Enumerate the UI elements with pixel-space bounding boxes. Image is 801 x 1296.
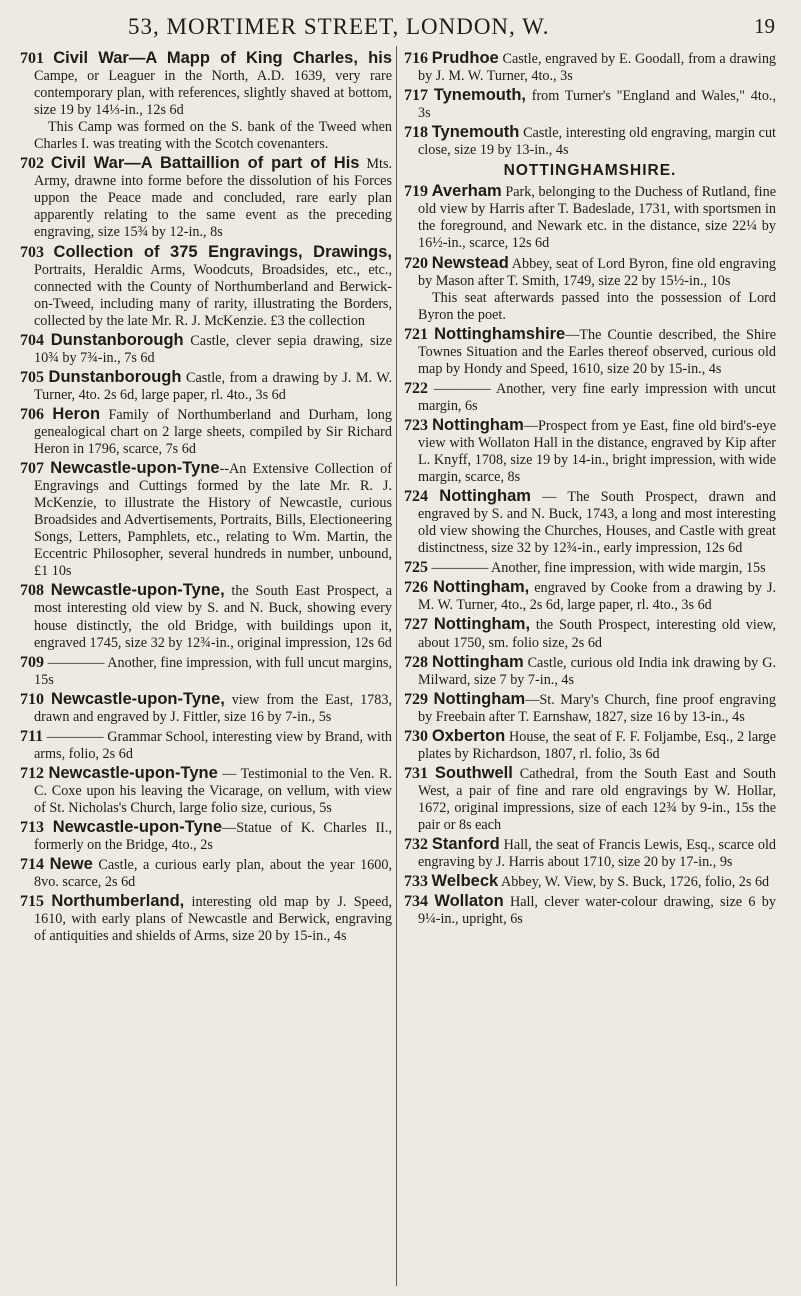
catalogue-entry <box>20 691 392 726</box>
entry-number: 714 <box>20 856 44 874</box>
entry-title: Nottingham, <box>433 578 530 597</box>
entry-description: Portraits, Heraldic Arms, Woodcuts, Broadsides, etc., etc., connected with the County of Northumberland and Berwick-on-Tweed, including many of rarity, illustrating the Borders, collected by the late Mr. R. J. McKenzie. £3 the collection <box>34 261 392 329</box>
entry-number: 704 <box>20 331 44 349</box>
catalogue-entry <box>404 124 776 159</box>
catalogue-entry <box>20 819 392 854</box>
entry-title: Tynemouth, <box>433 86 527 105</box>
entry-description: ———— Another, fine impression, with wide margin, 15s <box>431 560 766 577</box>
entry-number: 731 <box>404 764 428 782</box>
entry-description: —The Countie described, the Shire Townes Situation and the Earles thereof observed, curious old map by Hondy and Speed, 1610, size 20 by 15-in., 4s <box>418 326 776 377</box>
catalogue-entry <box>20 50 392 153</box>
entry-description: engraved by Cooke from a drawing by J. M. W. Turner, 4to., 2s 6d, large paper, rl. 4to., 3s 6d <box>418 580 777 614</box>
page-header <box>0 14 801 44</box>
entry-number: 719 <box>404 183 428 201</box>
catalogue-entry <box>404 893 776 928</box>
entry-description: Castle, interesting old engraving, margin cut close, size 19 by 13-in., 4s <box>418 125 776 159</box>
entry-description: Castle, clever sepia drawing, size 10¾ by 7¾-in., 7s 6d <box>34 332 393 366</box>
catalogue-entry <box>20 893 392 945</box>
catalogue-entry <box>20 369 392 404</box>
entry-number: 711 <box>20 727 44 745</box>
entry-title: Tynemouth <box>431 123 520 142</box>
entry-title: Oxberton <box>431 726 506 745</box>
entry-description: — Testimonial to the Ven. R. C. Coxe upon his leaving the Vicarage, on vellum, with view of St. Nicholas's Church, large folio size, curious, 5s <box>34 765 392 816</box>
county-heading: NOTTINGHAMSHIRE. <box>503 162 677 180</box>
entry-description: Abbey, W. View, by S. Buck, 1726, folio, 2s 6d <box>498 874 770 891</box>
right-column-top-entries <box>404 50 776 159</box>
entry-number: 716 <box>404 50 428 67</box>
catalogue-entry <box>20 654 392 689</box>
entry-description: the South East Prospect, a most interesting old view by S. and N. Buck, showing every house distinctly, the old Bridge, with buildings upon it, engraved 1745, size 32 by 12¾-in., original impression, 12s 6d <box>34 583 393 651</box>
entry-description: Hall, clever water-colour drawing, size 6 by 9¼-in., upright, 6s <box>418 894 776 928</box>
catalogue-entry <box>20 728 392 763</box>
entry-number: 713 <box>20 819 44 837</box>
entry-title: Dunstanborough <box>48 367 182 386</box>
entry-description: ———— Another, fine impression, with full uncut margins, 15s <box>34 654 392 688</box>
entry-description: ———— Another, very fine early impression with uncut margin, 6s <box>418 380 776 414</box>
entry-description: —Statue of K. Charles II., formerly on the Bridge, 4to., 2s <box>34 820 392 854</box>
entry-description: — The South Prospect, drawn and engraved by S. and N. Buck, 1743, a long and most interesting old view showing the Churches, Houses, and Castle with great distinctness, size 32 by 12¾-in., early impression, 12s 6d <box>418 489 777 557</box>
catalogue-entry <box>404 87 776 122</box>
entry-title: Newcastle-upon-Tyne <box>52 818 223 837</box>
entry-title: Nottingham <box>431 652 524 671</box>
entry-title: Southwell <box>434 763 513 782</box>
entry-description: Castle, curious old India ink drawing by G. Milward, size 7 by 7-in., 4s <box>418 654 777 688</box>
catalogue-entry <box>20 582 392 651</box>
entry-number: 734 <box>404 893 428 911</box>
entry-title: Wollaton <box>434 892 504 911</box>
entry-title: Newcastle-upon-Tyne, <box>50 581 225 600</box>
entry-number: 708 <box>20 582 44 600</box>
catalogue-entry <box>20 332 392 367</box>
entry-title: Newstead <box>431 253 509 272</box>
entry-note: This seat afterwards passed into the possession of Lord Byron the poet. <box>418 289 776 323</box>
catalogue-entry <box>20 856 392 891</box>
entry-title: Nottinghamshire <box>434 324 566 343</box>
left-column <box>20 50 392 947</box>
entry-number: 701 <box>20 50 44 67</box>
catalogue-entry <box>20 460 392 580</box>
entry-title: Heron <box>52 404 101 423</box>
entry-description: Castle, engraved by E. Goodall, from a drawing by J. M. W. Turner, 4to., 3s <box>418 51 777 85</box>
catalogue-entry <box>20 765 392 817</box>
catalogue-entry <box>404 488 776 557</box>
entry-number: 703 <box>20 243 44 261</box>
entry-number: 717 <box>404 87 428 105</box>
entry-number: 723 <box>404 416 428 434</box>
entry-title: Collection of 375 Engravings, Drawings, <box>53 242 393 261</box>
entry-number: 728 <box>404 653 428 671</box>
entry-description: Park, belonging to the Duchess of Rutland, fine old view by Harris after T. Badeslade, 1731, with sportsmen in the foreground, and Newark etc. in the distance, size 22¼ by 16½-in., scarce, 12s 6d <box>418 184 776 252</box>
entry-description: Castle, a curious early plan, about the year 1600, 8vo. scarce, 2s 6d <box>34 857 393 891</box>
catalogue-entry <box>404 836 776 871</box>
entry-description: Hall, the seat of Francis Lewis, Esq., scarce old engraving by J. Harris about 1710, size 20 by 17-in., 9s <box>418 837 776 871</box>
entry-description: the South Prospect, interesting old view, about 1750, sm. folio size, 2s 6d <box>418 617 776 651</box>
entry-title: Civil War—A Battaillion of part of His <box>50 154 360 173</box>
catalogue-entry <box>20 244 392 330</box>
entry-number: 729 <box>404 690 428 708</box>
entry-description: —Prospect from ye East, fine old bird's-eye view with Wollaton Hall in the distance, engraved by Kip after L. Knyff, 1708, size 19 by 14-in., bright impression, with wide margin, scarce, 8s <box>418 417 776 486</box>
running-title: 53, MORTIMER STREET, LONDON, W. <box>128 14 550 39</box>
entry-number: 725 <box>404 559 428 577</box>
entry-title: Prudhoe <box>431 49 499 67</box>
entry-number: 720 <box>404 254 428 272</box>
entry-number: 712 <box>20 764 44 782</box>
page-number: 19 <box>754 14 775 38</box>
entry-title: Nottingham <box>433 689 526 708</box>
entry-number: 721 <box>404 325 428 343</box>
catalogue-entry <box>404 654 776 689</box>
catalogue-entry <box>404 417 776 486</box>
entry-description: Mts. Army, drawne into forme before the dissolution of his Forces uppon the Peace made and concluded, rare early plan apparently relating to the same event as the preceding engraving, size 15¾ by 12-in., 8s <box>34 156 393 241</box>
entry-number: 722 <box>404 379 428 397</box>
entry-title: Newcastle-upon-Tyne <box>48 763 218 782</box>
catalogue-entry <box>404 50 776 85</box>
entry-number: 730 <box>404 727 428 745</box>
entry-title: Newe <box>49 855 93 874</box>
entry-title: Nottingham <box>439 487 531 506</box>
catalogue-entry <box>20 406 392 458</box>
entry-description: Abbey, seat of Lord Byron, fine old engraving by Mason after T. Smith, 1749, size 22 by 15½-in., 10s <box>418 255 777 289</box>
entry-description: Campe, or Leaguer in the North, A.D. 1639, very rare contemporary plan, with references, slightly shaved at bottom, size 19 by 14⅓-in., 12s 6d <box>34 68 392 119</box>
catalogue-entry <box>404 255 776 324</box>
catalogue-entry <box>404 183 776 252</box>
entry-number: 705 <box>20 368 44 386</box>
entry-title: Nottingham, <box>433 615 531 634</box>
entry-title: Civil War—A Mapp of King Charles, his <box>53 49 392 67</box>
entry-description: interesting old map by J. Speed, 1610, with early plans of Newcastle and Berwick, engraving of antiquities and shields of Arms, size 20 by 15-in., 4s <box>34 894 393 945</box>
entry-description: Family of Northumberland and Durham, long genealogical chart on 2 large sheets, compiled by Sir Richard Heron in 1796, scarce, 7s 6d <box>34 406 392 458</box>
entry-title: Newcastle-upon-Tyne <box>50 459 220 478</box>
catalogue-entry <box>404 559 776 577</box>
entry-title: Welbeck <box>431 872 499 891</box>
catalogue-entry <box>404 616 776 651</box>
entry-description: Castle, from a drawing by J. M. W. Turner, 4to. 2s 6d, large paper, rl. 4to., 3s 6d <box>34 369 392 403</box>
catalogue-entry <box>404 380 776 415</box>
entry-title: Stanford <box>431 835 500 854</box>
entry-number: 727 <box>404 616 428 634</box>
catalogue-entry <box>404 579 776 614</box>
entry-number: 715 <box>20 893 44 911</box>
entry-description: —St. Mary's Church, fine proof engraving by Freebain after T. Earnshaw, 1827, size 16 by 13-in., 4s <box>418 691 776 725</box>
entry-note: This Camp was formed on the S. bank of the Tweed when Charles I. was treating with the Scotch covenanters. <box>34 119 392 153</box>
entry-number: 707 <box>20 460 44 478</box>
entry-description: House, the seat of F. F. Foljambe, Esq., 2 large plates by Richardson, 1807, rl. folio, 3s 6d <box>418 728 777 762</box>
entry-number: 709 <box>20 653 44 671</box>
right-column <box>404 50 776 930</box>
entry-title: Northumberland, <box>51 892 185 911</box>
column-divider <box>396 46 397 1286</box>
entry-description: Cathedral, from the South East and South West, a pair of fine and rare old engravings by W. Hollar, 1672, original impressions, size of each 12¾ by 9-in., 15s the pair or 8s each <box>418 765 777 833</box>
entry-number: 732 <box>404 836 428 854</box>
catalogue-entry <box>404 691 776 726</box>
catalogue-entry <box>404 873 776 891</box>
right-column-bottom-entries <box>404 183 776 928</box>
entry-title: Newcastle-upon-Tyne, <box>50 689 225 708</box>
entry-description: ———— Grammar School, interesting view by Brand, with arms, folio, 2s 6d <box>34 728 392 762</box>
catalogue-entry <box>404 326 776 378</box>
catalogue-entry <box>404 765 776 834</box>
catalogue-entry <box>20 155 392 241</box>
catalogue-entry <box>404 728 776 763</box>
entry-number: 726 <box>404 579 428 597</box>
entry-title: Nottingham <box>432 415 524 434</box>
entry-title: Averham <box>431 182 502 201</box>
entry-number: 710 <box>20 690 44 708</box>
entry-number: 733 <box>404 873 428 891</box>
entry-number: 718 <box>404 124 428 142</box>
entry-number: 724 <box>404 488 428 506</box>
entry-number: 702 <box>20 155 44 173</box>
entry-description: from Turner's "England and Wales," 4to., 3s <box>418 88 777 122</box>
entry-number: 706 <box>20 405 44 423</box>
entry-description: view from the East, 1783, drawn and engraved by J. Fittler, size 16 by 7-in., 5s <box>34 691 392 725</box>
entry-title: Dunstanborough <box>50 330 184 349</box>
entry-description: --An Extensive Collection of Engravings and Cuttings formed by the late Mr. R. J. McKenzie, to illustrate the History of Newcastle, curious Broadsides and Advertisements, Portraits, Bills, Electioneering Songs, Letters, Pamphlets, etc., relating to Wm. Martin, the Eccentric Philosopher, several hundreds in number, unbound, £1 10s <box>34 461 392 580</box>
